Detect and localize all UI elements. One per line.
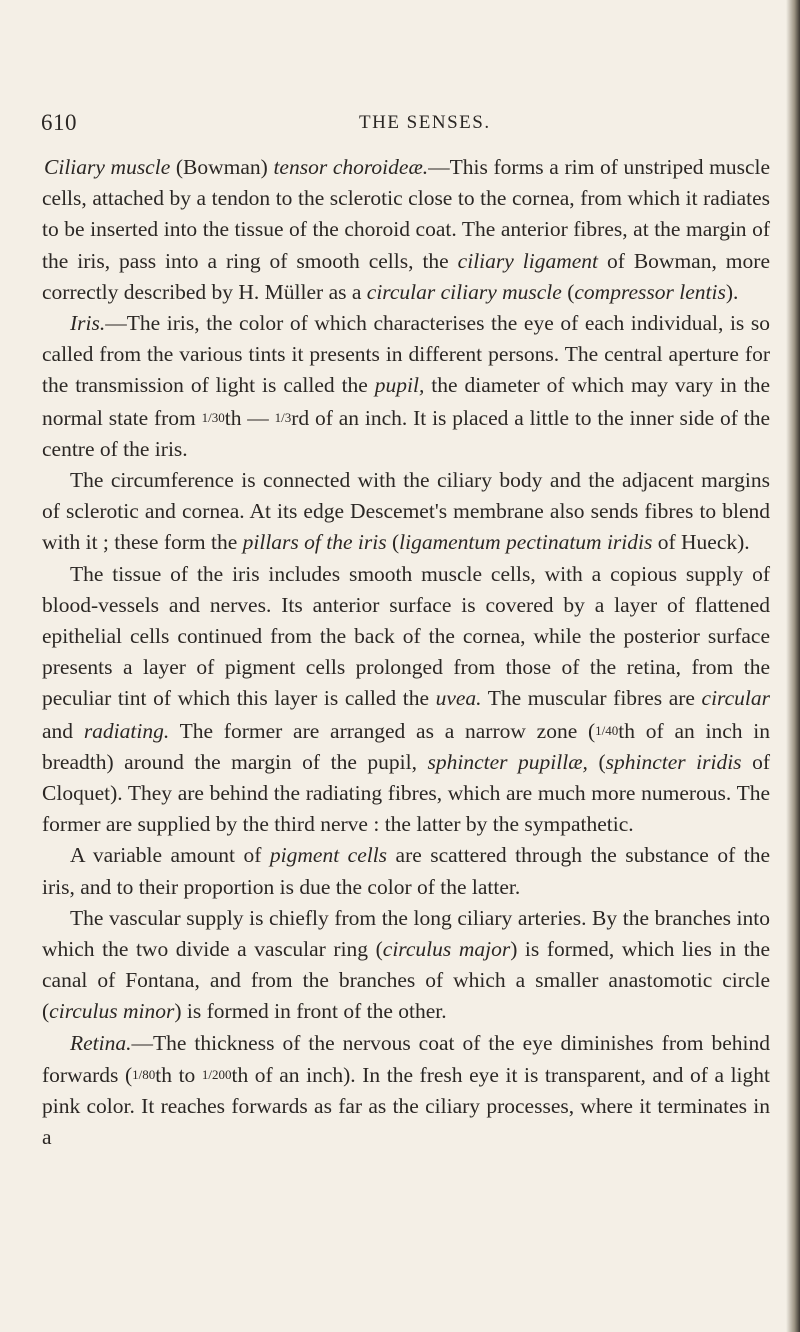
page-header	[41, 110, 780, 140]
running-title: THE SENSES.	[359, 112, 491, 133]
fraction: 1/80	[132, 1066, 156, 1082]
text-run: ).	[725, 279, 739, 304]
term-radiating: radiating.	[83, 718, 170, 743]
paragraph-vascular-supply	[42, 903, 770, 1028]
page-edge-shadow	[786, 0, 800, 1332]
page-number: 610	[41, 110, 77, 135]
term-circular-ciliary-muscle: circular ciliary muscle	[366, 279, 562, 304]
paragraph-circumference	[42, 465, 770, 559]
text-run: of Bowman, more correctly described by H. Müller as a	[42, 248, 770, 304]
text-run: ) is formed in front of the other.	[174, 999, 447, 1024]
term-circulus-minor: circulus minor	[49, 999, 175, 1024]
text-run: —The iris, the color of which characterises the eye of each individual, is so called from the various tints it presents in different persons. The central aperture for the transmission of light is called the	[42, 311, 770, 398]
fraction: 1/30	[201, 409, 225, 425]
text-run: A variable amount of	[70, 843, 270, 868]
term-ciliary-muscle: Ciliary muscle	[44, 155, 171, 179]
term-iris: Iris.	[70, 311, 106, 336]
text-run: and	[42, 718, 84, 743]
text-run: th to	[155, 1062, 202, 1087]
text-run: The former are arranged as a narrow zone (	[169, 718, 596, 743]
text-run: th —	[224, 405, 275, 430]
fraction: 1/3	[274, 409, 292, 425]
text-run: ) is formed, which lies in the canal of Fontana, and from the branches of which a smaller anastomotic circle (	[42, 937, 770, 1024]
text-run: of Cloquet). They are behind the radiating fibres, which are much more numerous. The former are supplied by the third nerve : the latter by the sympathetic.	[42, 749, 770, 837]
text-run: are scattered through the substance of the iris, and to their proportion is due the color of the latter.	[42, 843, 770, 899]
body-text	[42, 152, 770, 1154]
text-run: The vascular supply is chiefly from the long ciliary arteries. By the branches into which the two divide a vascular ring (	[42, 905, 770, 962]
fraction: 1/40	[595, 722, 619, 738]
text-run: (	[386, 530, 400, 555]
term-circular: circular	[701, 686, 770, 711]
text-run: the diameter of which may vary in the normal state from	[42, 373, 770, 430]
paragraph-iris-tissue	[42, 559, 770, 841]
term-retina: Retina.	[70, 1030, 132, 1055]
term-ligamentum-pectinatum: ligamentum pectinatum iridis	[399, 530, 653, 555]
text-run: rd of an inch. It is placed a little to the inner side of the centre of the iris.	[42, 405, 770, 461]
term-sphincter-pupillae: sphincter pupillæ,	[427, 749, 588, 774]
term-uvea: uvea.	[435, 686, 482, 711]
text-run: The muscular fibres are	[481, 686, 702, 711]
text-run: th of an inch). In the fresh eye it is transparent, and of a light pink color. It reaches forwards as far as the ciliary processes, where it terminates in a	[42, 1062, 771, 1150]
term-pigment-cells: pigment cells	[269, 843, 388, 868]
paragraph-iris	[42, 308, 770, 465]
text-run: (	[561, 279, 575, 304]
term-pillars-of-iris: pillars of the iris	[242, 530, 387, 555]
text-run: of Hueck).	[652, 530, 750, 555]
paragraph-retina	[42, 1028, 770, 1154]
text-run: (	[587, 749, 606, 774]
term-ciliary-ligament: ciliary ligament	[457, 248, 598, 273]
term-pupil: pupil,	[374, 373, 425, 398]
text-run: The tissue of the iris includes smooth muscle cells, with a copious supply of blood-vessels and nerves. Its anterior surface is covered by a layer of flattened epithelial cells continued from the back of the cornea, while the posterior surface presents a layer of pigment cells prolonged from those of the retina, from the peculiar tint of which this layer is called the	[42, 561, 770, 711]
text-run: The circumference is connected with the ciliary body and the adjacent margins of sclerotic and cornea. At its edge Descemet's membrane also sends fibres to blend with it ; these form the	[42, 468, 770, 555]
paragraph-pigment	[42, 840, 770, 902]
term-tensor-choroideae: tensor choroideæ.	[273, 155, 429, 179]
fraction: 1/200	[201, 1066, 232, 1082]
term-compressor-lentis: compressor lentis	[574, 279, 726, 304]
text-run: th of an inch in breadth) around the margin of the pupil,	[42, 718, 770, 774]
text-run: —This forms a rim of unstriped muscle cells, attached by a tendon to the sclerotic close to the cornea, from which it radiates to be inserted into the tissue of the choroid coat. The anterior fibres, at the margin of the iris, pass into a ring of smooth cells, the	[42, 155, 771, 273]
term-circulus-major: circulus major	[382, 937, 511, 962]
paragraph-ciliary-muscle	[42, 152, 770, 308]
term-sphincter-iridis: sphincter iridis	[605, 749, 742, 774]
text-run: (Bowman)	[170, 155, 274, 179]
text-run: —The thickness of the nervous coat of the eye diminishes from behind forwards (	[42, 1030, 770, 1087]
